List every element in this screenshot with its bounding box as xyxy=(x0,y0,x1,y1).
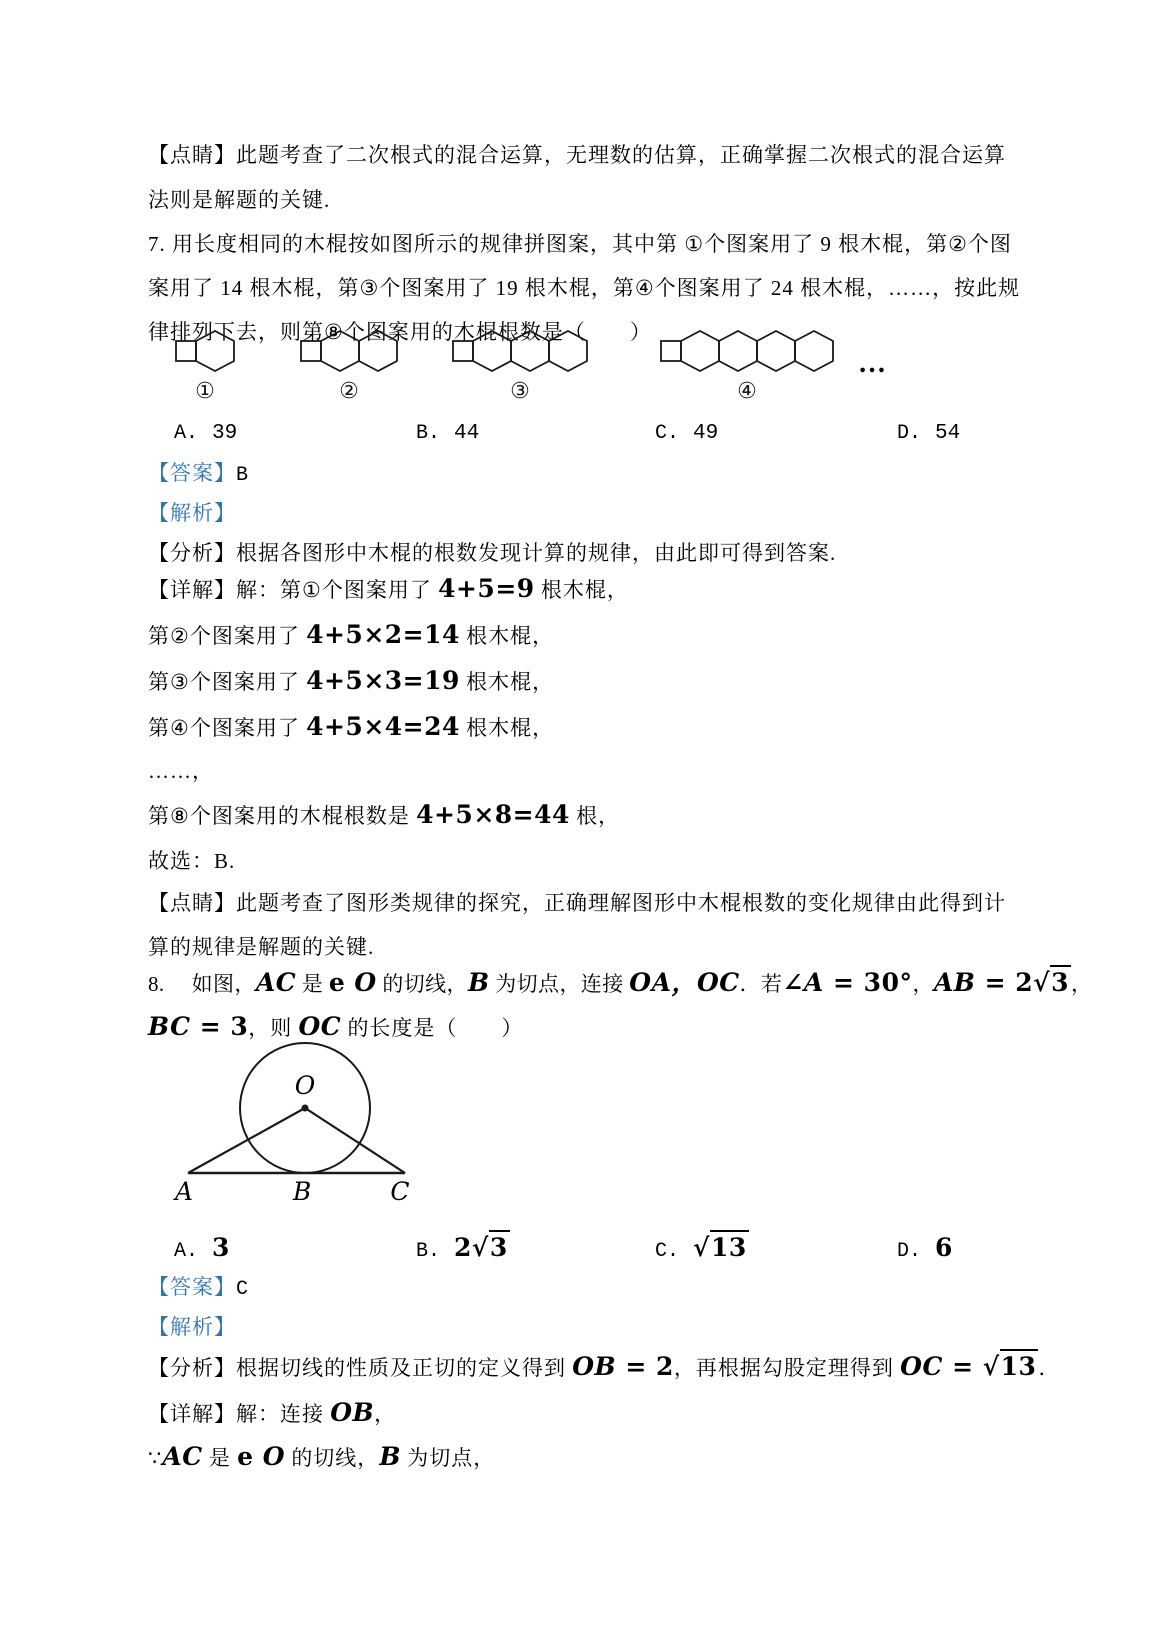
square-hexagon-pattern-3-icon xyxy=(452,330,588,372)
point-o-label: O xyxy=(294,1071,316,1100)
q7-option-c: C. 49 xyxy=(655,422,719,445)
q7-pattern-1-label: ① xyxy=(195,379,215,404)
q7-pattern-3-label: ③ xyxy=(510,379,530,404)
q7-stem-line-2: 案用了 14 根木棍，第③个图案用了 19 根木棍，第④个图案用了 24 根木棍，……，按此规 xyxy=(148,276,1021,300)
q7-detail-line-3: 第③个图案用了 4+5×3=19 根木棍， xyxy=(148,666,555,695)
q7-fenxi-line: 【分析】根据各图形中木棍的根数发现计算的规律，由此即可得到答案. xyxy=(148,541,837,565)
q8-circle-figure xyxy=(152,1038,422,1213)
q6-keypoint-line-1: 【点睛】此题考查了二次根式的混合运算，无理数的估算，正确掌握二次根式的混合运算 xyxy=(148,143,1006,167)
q7-pattern-2-label: ② xyxy=(339,379,359,404)
q8-fenxi-line: 【分析】根据切线的性质及正切的定义得到 OB = 2，再根据勾股定理得到 OC = √13． xyxy=(148,1352,1028,1383)
q7-pattern-figures xyxy=(0,330,1158,422)
square-hexagon-pattern-2-icon xyxy=(300,330,398,372)
q7-pattern-4-figure xyxy=(660,330,834,404)
tangent-circle-diagram-icon xyxy=(152,1038,422,1208)
square-hexagon-pattern-1-icon xyxy=(175,330,235,372)
q7-stem-line-3: 律排列下去，则第⑧个图案用的木棍根数是（ ） xyxy=(148,320,652,344)
q8-answer-value: C xyxy=(236,1278,250,1301)
q7-conclusion-line: 故选：B. xyxy=(148,849,236,873)
point-b-label: B xyxy=(292,1177,312,1206)
q8-jiexi-line: 【解析】 xyxy=(148,1315,236,1339)
q8-because-line: ∵AC 是 e O 的切线，B 为切点， xyxy=(148,1442,496,1471)
q7-keypoint-line-1: 【点睛】此题考查了图形类规律的探究，正确理解图形中木棍根数的变化规律由此得到计 xyxy=(148,891,1006,915)
q8-detail-line: 【详解】解：连接 OB， xyxy=(148,1398,397,1427)
q8-option-a: A. 3 xyxy=(174,1233,230,1263)
q7-detail-line-1: 【详解】解：第①个图案用了 4+5=9 根木棍， xyxy=(148,574,629,603)
q7-detail-line-6: 第⑧个图案用的木棍根数是 4+5×8=44 根， xyxy=(148,800,621,829)
q7-option-d: D. 54 xyxy=(897,422,961,445)
q6-keypoint-line-2: 法则是解题的关键. xyxy=(148,188,331,212)
q8-stem-line-2: BC = 3，则 OC 的长度是（ ） xyxy=(148,1012,524,1041)
q7-pattern-1-figure xyxy=(175,330,235,404)
q7-answer-line: 【答案】B xyxy=(148,461,250,487)
square-hexagon-pattern-4-icon xyxy=(660,330,834,372)
pattern-continuation-ellipsis: … xyxy=(858,348,888,379)
q8-option-d: D. 6 xyxy=(897,1233,953,1263)
q7-pattern-3-figure xyxy=(452,330,588,404)
q8-option-b: B. 2√3 xyxy=(416,1233,510,1263)
q7-pattern-2-figure xyxy=(300,330,398,404)
q7-option-a: A. 39 xyxy=(174,422,238,445)
q7-detail-line-4: 第④个图案用了 4+5×4=24 根木棍， xyxy=(148,712,555,741)
q7-option-b: B. 44 xyxy=(416,422,480,445)
q7-pattern-4-label: ④ xyxy=(737,379,757,404)
q8-stem-line-1: 8. 如图，AC 是 e O 的切线，B 为切点，连接 OA，OC．若∠A = 30°，AB = 2√3， xyxy=(148,968,1028,999)
q7-detail-line-2: 第②个图案用了 4+5×2=14 根木棍， xyxy=(148,620,555,649)
point-a-label: A xyxy=(174,1177,194,1206)
q7-answer-value: B xyxy=(236,464,250,487)
q8-option-c: C. √13 xyxy=(655,1233,749,1263)
q7-jiexi-line: 【解析】 xyxy=(148,501,236,525)
point-c-label: C xyxy=(390,1177,410,1206)
q7-stem-line-1: 7. 用长度相同的木棍按如图所示的规律拼图案，其中第 ①个图案用了 9 根木棍，第②个图 xyxy=(148,232,1012,256)
q7-detail-ellipsis-line: ……， xyxy=(148,759,214,783)
q8-answer-line: 【答案】C xyxy=(148,1275,250,1301)
q7-keypoint-line-2: 算的规律是解题的关键. xyxy=(148,935,375,959)
